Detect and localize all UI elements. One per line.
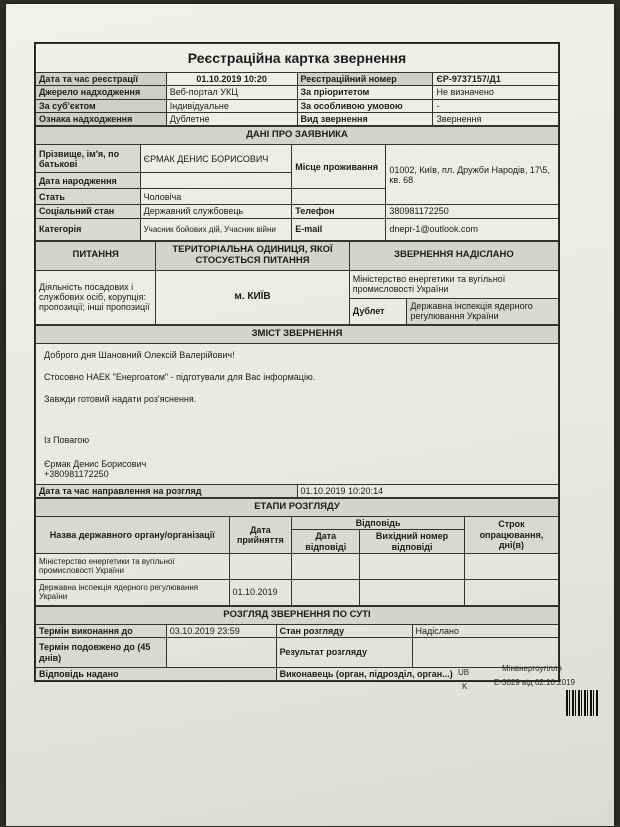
question-header: ПИТАННЯ <box>36 241 156 270</box>
extended-value <box>166 638 276 668</box>
category-value: Учасник бойових дій, Учасник війни <box>140 218 292 240</box>
deadline-value: 03.10.2019 23:59 <box>166 624 276 637</box>
sex-label: Стать <box>36 189 141 205</box>
phone-label: Телефон <box>292 205 386 218</box>
sent-header: ЗВЕРНЕННЯ НАДІСЛАНО <box>349 241 558 270</box>
content-line-5: Єрмак Денис Борисович <box>44 458 147 469</box>
social-value: Державний службовець <box>140 205 292 218</box>
sign-value: Дублетне <box>166 113 297 126</box>
content-header: ЗМІСТ ЗВЕРНЕННЯ <box>36 325 559 343</box>
content-table <box>35 325 559 498</box>
name-label: Прізвище, ім'я, по батькові <box>36 145 141 173</box>
birth-label: Дата народження <box>36 173 141 189</box>
issue-table <box>35 241 559 325</box>
header-table <box>35 43 559 126</box>
content-line-3: Завжди готовий надати роз'яснення. <box>44 394 197 405</box>
reg-number-label: Реєстраційний номер <box>297 73 433 86</box>
applicant-table <box>35 126 559 240</box>
answer-label: Відповідь надано <box>36 668 277 681</box>
stamp-line-3: Мінвнергоугілля <box>502 664 562 673</box>
subject-label: За суб'єктом <box>36 99 167 112</box>
subject-value: Індивідуальне <box>166 99 297 112</box>
stages-table <box>35 498 559 606</box>
territory-header: ТЕРИТОРІАЛЬНА ОДИНИЦЯ, ЯКОЇ СТОСУЄТЬСЯ ПИТАННЯ <box>156 241 350 270</box>
review-header: РОЗГЛЯД ЗВЕРНЕННЯ ПО СУТІ <box>36 606 559 624</box>
col-resp-date: Дата відповіді <box>292 530 360 554</box>
category-label: Категорія <box>36 218 141 240</box>
table-row <box>36 553 559 579</box>
state-label: Стан розгляду <box>276 624 412 637</box>
reg-number-value: ЄР-9737157/Д1 <box>433 73 559 86</box>
col-org: Назва державного органу/організації <box>36 516 230 553</box>
sent-value: Міністерство енергетики та вугільної промисловості України <box>349 270 558 298</box>
stage-cell <box>464 579 558 605</box>
card-title: Реєстраційна картка звернення <box>36 44 559 73</box>
stage-org-1: Міністерство енергетики та вугільної промисловості України <box>36 553 230 579</box>
registration-card <box>34 42 560 682</box>
col-accepted: Дата прийняття <box>229 516 292 553</box>
territory-value: м. КИЇВ <box>156 270 350 324</box>
stage-cell <box>292 579 360 605</box>
email-label: E-mail <box>292 218 386 240</box>
social-label: Соціальний стан <box>36 205 141 218</box>
content-line-1: Доброго дня Шановний Олексій Валерійович! <box>44 349 235 360</box>
content-line-4: Із Повагою <box>44 434 90 445</box>
kind-label: Вид звернення <box>297 113 433 126</box>
deadline-label: Термін виконання до <box>36 624 167 637</box>
stamp-line-2: K <box>462 682 468 691</box>
blank-cell <box>292 189 386 205</box>
result-label: Результат розгляду <box>276 638 412 668</box>
name-value: ЄРМАК ДЕНИС БОРИСОВИЧ <box>140 145 292 173</box>
stage-cell <box>360 553 465 579</box>
stage-cell <box>360 579 465 605</box>
phone-value: 380981172250 <box>386 205 559 218</box>
special-value: - <box>433 99 559 112</box>
col-out-num: Вихідний номер відповіді <box>360 530 465 554</box>
birth-value <box>140 173 292 189</box>
reg-date-value: 01.10.2019 10:20 <box>166 73 297 86</box>
stage-cell <box>464 553 558 579</box>
source-label: Джерело надходження <box>36 86 167 99</box>
content-line-2: Стосовно НАЕК "Енергоатом" - підготували для Вас інформацію. <box>44 371 316 382</box>
stage-cell <box>292 553 360 579</box>
stage-org-2: Державна інспекція ядерного регулювання України <box>36 579 230 605</box>
stage-accepted-1 <box>229 553 292 579</box>
table-row <box>36 579 559 605</box>
col-response: Відповідь <box>292 516 465 529</box>
state-value: Надіслано <box>412 624 558 637</box>
sent-date-label: Дата та час направлення на розгляд <box>36 484 298 497</box>
stages-header: ЕТАПИ РОЗГЛЯДУ <box>36 498 559 516</box>
stage-accepted-2: 01.10.2019 <box>229 579 292 605</box>
sex-value: Чоловіча <box>140 189 292 205</box>
priority-value: Не визначено <box>433 86 559 99</box>
duplicate-value: Державна інспекція ядерного регулювання України <box>407 298 559 324</box>
priority-label: За пріоритетом <box>297 86 433 99</box>
special-label: За особливою умовою <box>297 99 433 112</box>
executor-label: Виконавець (орган, підрозділ, орган...) <box>276 668 558 681</box>
duplicate-label: Дублет <box>349 298 407 324</box>
residence-value: 01002, Київ, пл. Дружби Народів, 17\5, кв. 68 <box>386 145 559 205</box>
residence-label: Місце проживання <box>292 145 386 189</box>
applicant-header: ДАНІ ПРО ЗАЯВНИКА <box>36 127 559 145</box>
reg-date-label: Дата та час реєстрації <box>36 73 167 86</box>
content-line-6: +380981172250 <box>44 469 109 480</box>
source-value: Веб-портал УКЦ <box>166 86 297 99</box>
question-value: Діяльність посадових і службових осіб, корупція: пропозиції; інші пропозиції <box>36 270 156 324</box>
extended-label: Термін подовжено до (45 днів) <box>36 638 167 668</box>
sent-date-value: 01.10.2019 10:20:14 <box>297 484 559 497</box>
barcode-graphic <box>566 690 598 716</box>
paper-sheet <box>6 4 614 826</box>
content-body <box>36 343 559 484</box>
email-value: dnepr-1@outlook.com <box>386 218 559 240</box>
stamp-line-1: UB <box>458 668 470 677</box>
stamp-line-4: Е-3029 від 02.10.2019 <box>494 678 575 687</box>
sign-label: Ознака надходження <box>36 113 167 126</box>
kind-value: Звернення <box>433 113 559 126</box>
col-term: Строк опрацювання, дні(в) <box>464 516 558 553</box>
review-table <box>35 606 559 682</box>
